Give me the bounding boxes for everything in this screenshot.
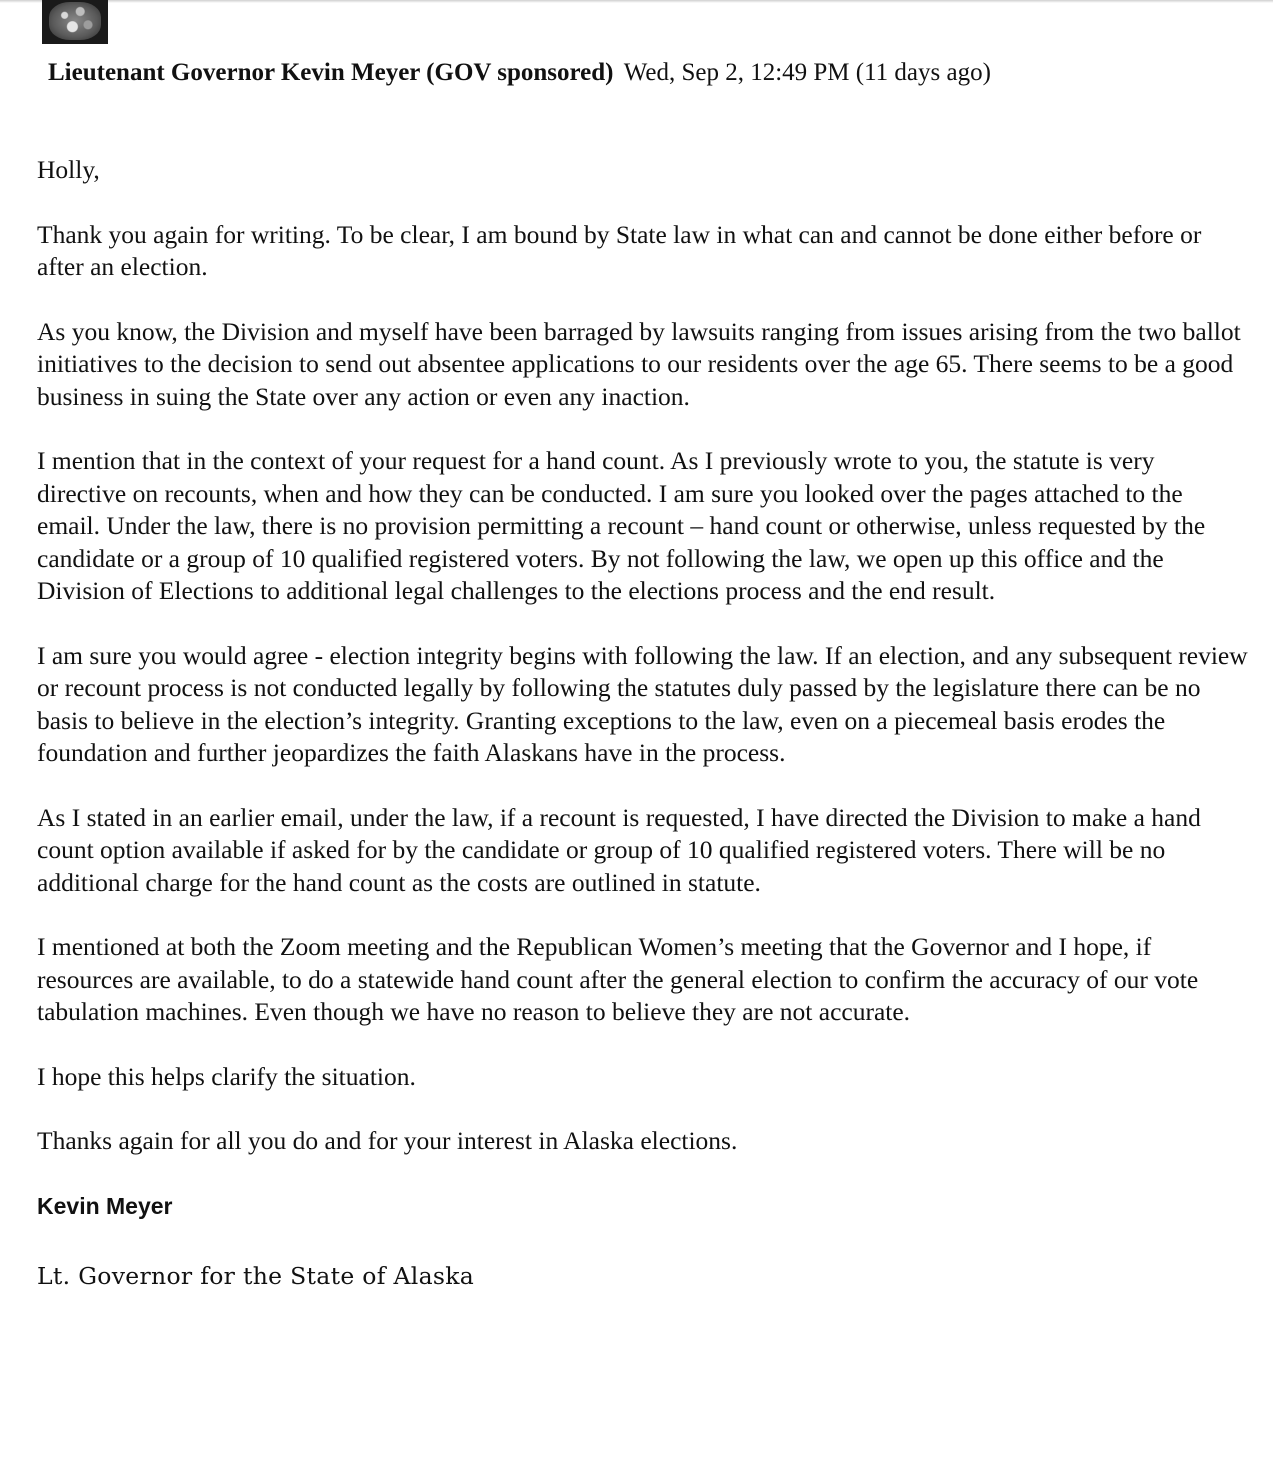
email-date: Wed, Sep 2, 12:49 PM (11 days ago) (623, 59, 991, 86)
page-top-edge (0, 0, 1273, 3)
body-paragraph: As you know, the Division and myself have been barraged by lawsuits ranging from issues arising from the two ballot initiatives to the decision to send out absentee applications to our residents over the age 65. There seems to be a good business in suing the State over any action or even any inaction. (37, 316, 1241, 411)
body-paragraph: I hope this helps clarify the situation. (37, 1061, 416, 1091)
body-paragraph: Thank you again for writing. To be clear, I am bound by State law in what can and cannot be done either before or after an election. (37, 219, 1202, 281)
sender-avatar[interactable] (42, 0, 108, 44)
profile-photo-icon (49, 2, 101, 40)
email-header (48, 56, 991, 90)
body-paragraph: I am sure you would agree - election integrity begins with following the law. If an election, and any subsequent review or recount process is not conducted legally by following the statutes duly passed by the legislature there can be no basis to believe in the election’s integrity. Granting exceptions to the law, even on a piecemeal basis erodes the foundation and further jeopardizes the faith Alaskans have in the process. (37, 640, 1248, 767)
body-paragraph: As I stated in an earlier email, under the law, if a recount is requested, I have directed the Division to make a hand count option available if asked for by the candidate or group of 10 qualified registered voters. There will be no additional charge for the hand count as the costs are outlined in statute. (37, 802, 1201, 897)
body-paragraph: I mentioned at both the Zoom meeting and the Republican Women’s meeting that the Governor and I hope, if resources are available, to do a statewide hand count after the general election to confirm the accuracy of our vote tabulation machines. Even though we have no reason to believe they are not accurate. (37, 932, 1199, 1026)
sender-name[interactable]: Lieutenant Governor Kevin Meyer (GOV sponsored) (48, 59, 614, 86)
body-paragraph: Thanks again for all you do and for your interest in Alaska elections. (37, 1126, 738, 1155)
signature-name: Kevin Meyer (37, 1192, 173, 1219)
signature-title: Lt. Governor for the State of Alaska (37, 1262, 475, 1290)
body-paragraph: I mention that in the context of your request for a hand count. As I previously wrote to you, the statute is very directive on recounts, when and how they can be conducted. I am sure you looked over the pages attached to the email. Under the law, there is no provision permitting a recount – hand count or otherwise, unless requested by the candidate or a group of 10 qualified registered voters. By not following the law, we open up this office and the Division of Elections to additional legal challenges to the elections process and the end result. (37, 446, 1206, 605)
email-body (37, 154, 1249, 1325)
greeting: Holly, (37, 155, 100, 184)
